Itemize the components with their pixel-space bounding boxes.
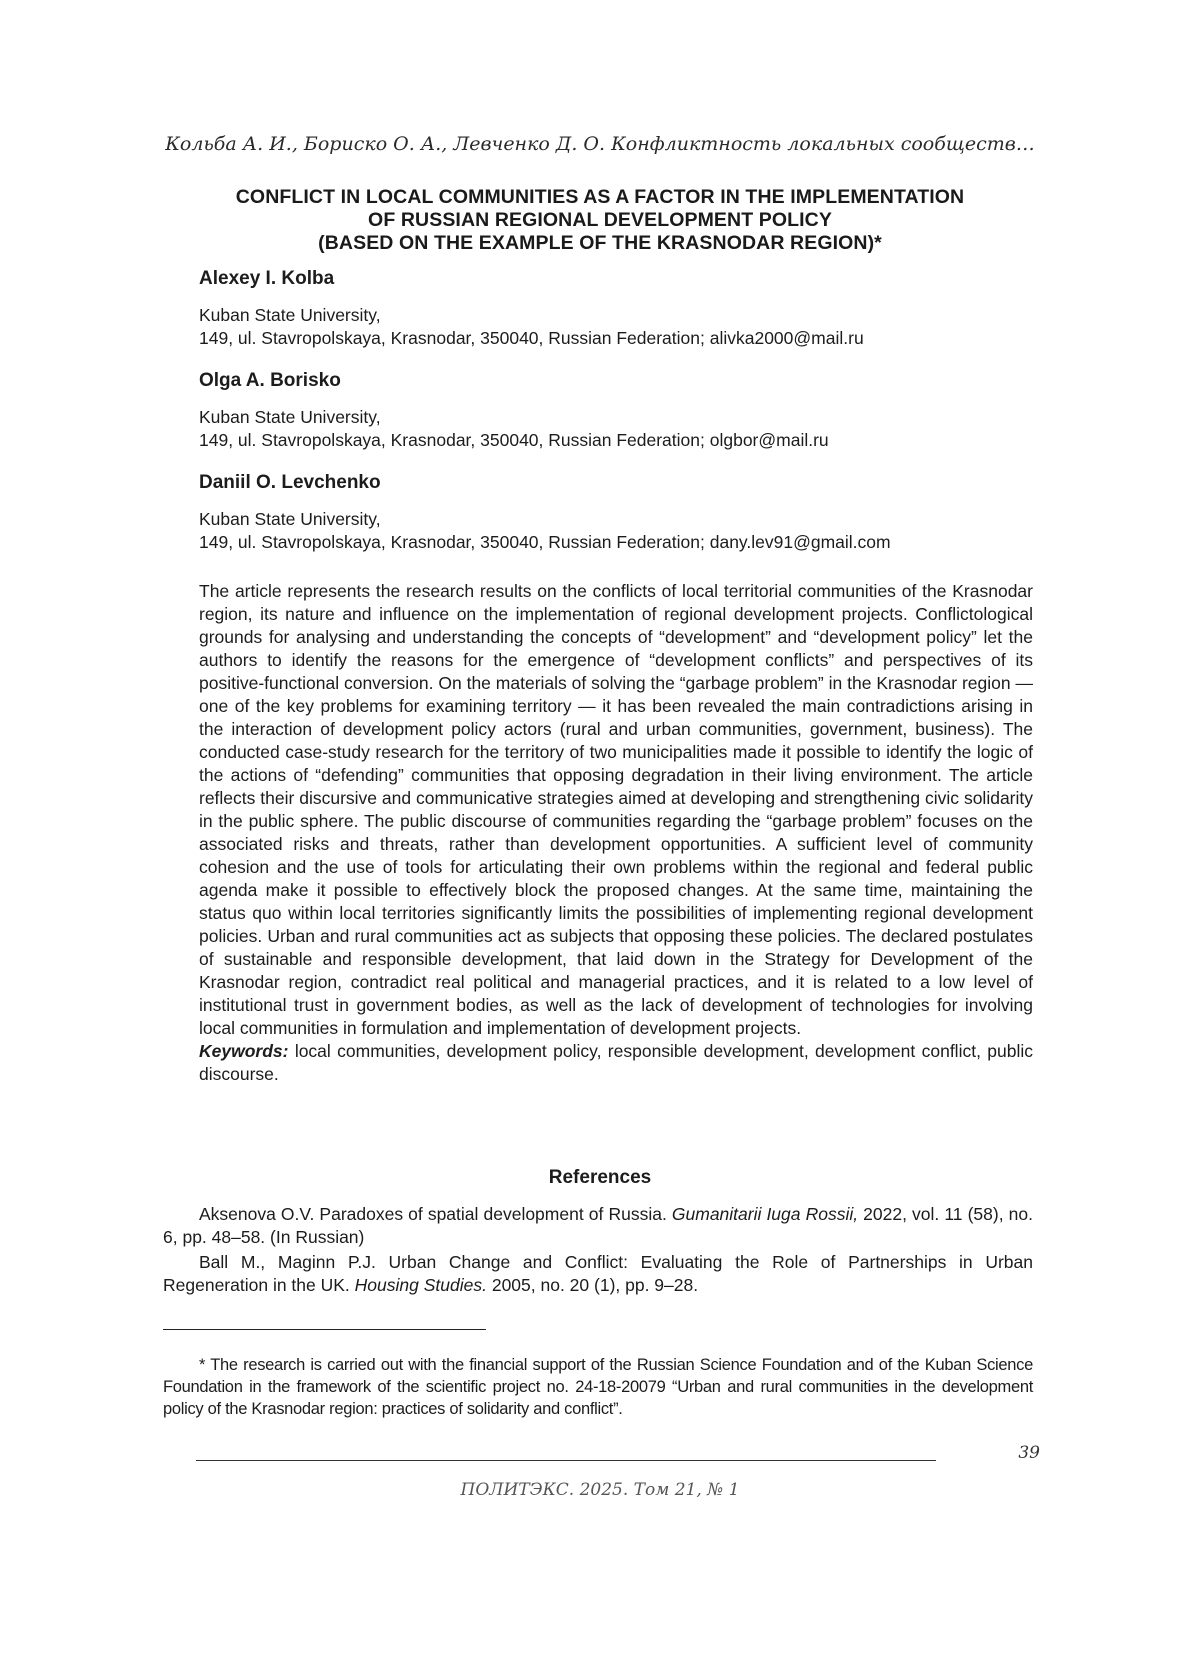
reference-item xyxy=(163,1203,1033,1249)
footer-rule xyxy=(196,1460,936,1461)
title-line: (BASED ON THE EXAMPLE OF THE KRASNODAR REGION)* xyxy=(318,232,882,254)
title-line: OF RUSSIAN REGIONAL DEVELOPMENT POLICY xyxy=(368,209,832,231)
author-affiliation xyxy=(199,304,1059,350)
footnote: * The research is carried out with the financial support of the Russian Science Foundation and of the Kuban Science Foundation in the framework of the scientific project no. 24-18-20079 “Urban and rural communities in the development policy of the Krasnodar region: practices of solidarity and conflict”. xyxy=(163,1356,1033,1418)
abstract xyxy=(199,580,1033,1086)
reference-source: Housing Studies. xyxy=(354,1275,487,1295)
affiliation-line: Kuban State University, xyxy=(199,509,381,529)
reference-text: Aksenova O.V. Paradoxes of spatial development of Russia. xyxy=(199,1204,672,1224)
author-name: Daniil O. Levchenko xyxy=(199,472,381,493)
author-block xyxy=(199,370,1059,452)
affiliation-line: Kuban State University, xyxy=(199,407,381,427)
address-line: 149, ul. Stavropolskaya, Krasnodar, 350040, Russian Federation; dany.lev91@gmail.com xyxy=(199,532,891,552)
reference-item xyxy=(163,1251,1033,1297)
footnote-divider xyxy=(163,1329,486,1330)
title-line: CONFLICT IN LOCAL COMMUNITIES AS A FACTOR IN THE IMPLEMENTATION xyxy=(235,186,965,208)
page-number: 39 xyxy=(1018,1443,1040,1463)
author-name: Olga A. Borisko xyxy=(199,370,341,391)
references-heading: References xyxy=(548,1167,652,1188)
reference-text: 2022, vol. 11 (58), no. 6, pp. 48–58. (In Russian) xyxy=(163,1204,1033,1247)
reference-text: 2005, no. 20 (1), pp. 9–28. xyxy=(486,1275,699,1295)
keywords-text: local communities, development policy, responsible development, development conflict, public discourse. xyxy=(199,1041,1033,1084)
author-affiliation xyxy=(199,406,1059,452)
author-block xyxy=(199,268,1059,350)
author-block xyxy=(199,472,1059,554)
reference-source: Gumanitarii Iuga Rossii, xyxy=(671,1204,859,1224)
affiliation-line: Kuban State University, xyxy=(199,305,381,325)
running-head: Кольба А. И., Бориско О. А., Левченко Д. О. Конфликтность локальных сообществ… xyxy=(165,133,1035,155)
journal-footer: ПОЛИТЭКС. 2025. Том 21, № 1 xyxy=(460,1480,740,1500)
author-affiliation xyxy=(199,508,1059,554)
keywords xyxy=(199,1040,1033,1086)
address-line: 149, ul. Stavropolskaya, Krasnodar, 350040, Russian Federation; olgbor@mail.ru xyxy=(199,430,829,450)
keywords-label: Keywords: xyxy=(199,1041,289,1061)
article-title xyxy=(150,186,1050,255)
author-name: Alexey I. Kolba xyxy=(199,268,335,289)
reference-text: Ball M., Maginn P.J. Urban Change and Conflict: Evaluating the Role of Partnerships in Urban Regeneration in the UK. xyxy=(163,1252,1033,1295)
abstract-text: The article represents the research results on the conflicts of local territorial communities of the Krasnodar region, its nature and influence on the implementation of regional development projects. Conflictological grounds for analysing and understanding the concepts of “development” and “development policy” let the authors to identify the reasons for the emergence of “development conflicts” and perspectives of its positive-functional conversion. On the materials of solving the “garbage problem” in the Krasnodar region — one of the key problems for examining territory — it has been revealed the main contradictions arising in the interaction of development policy actors (rural and urban communities, government, business). The conducted case-study research for the territory of two municipalities made it possible to identify the logic of the actions of “defending” communities that opposing degradation in their living environment. The article reflects their discursive and communicative strategies aimed at developing and strengthening civic solidarity in the public sphere. The public discourse of communities regarding the “garbage problem” focuses on the associated risks and threats, rather than development opportunities. A sufficient level of community cohesion and the use of tools for articulating their own problems within the regional and federal public agenda make it possible to effectively block the proposed changes. At the same time, maintaining the status quo within local territories significantly limits the possibilities of implementing regional development policies. Urban and rural communities act as subjects that opposing these policies. The declared postulates of sustainable and responsible development, that laid down in the Strategy for Development of the Krasnodar region, contradict real political and managerial practices, and it is related to a low level of institutional trust in government bodies, as well as the lack of development of technologies for involving local communities in formulation and implementation of development projects. xyxy=(199,581,1033,1038)
address-line: 149, ul. Stavropolskaya, Krasnodar, 350040, Russian Federation; alivka2000@mail.ru xyxy=(199,328,864,348)
references-list xyxy=(163,1203,1033,1299)
